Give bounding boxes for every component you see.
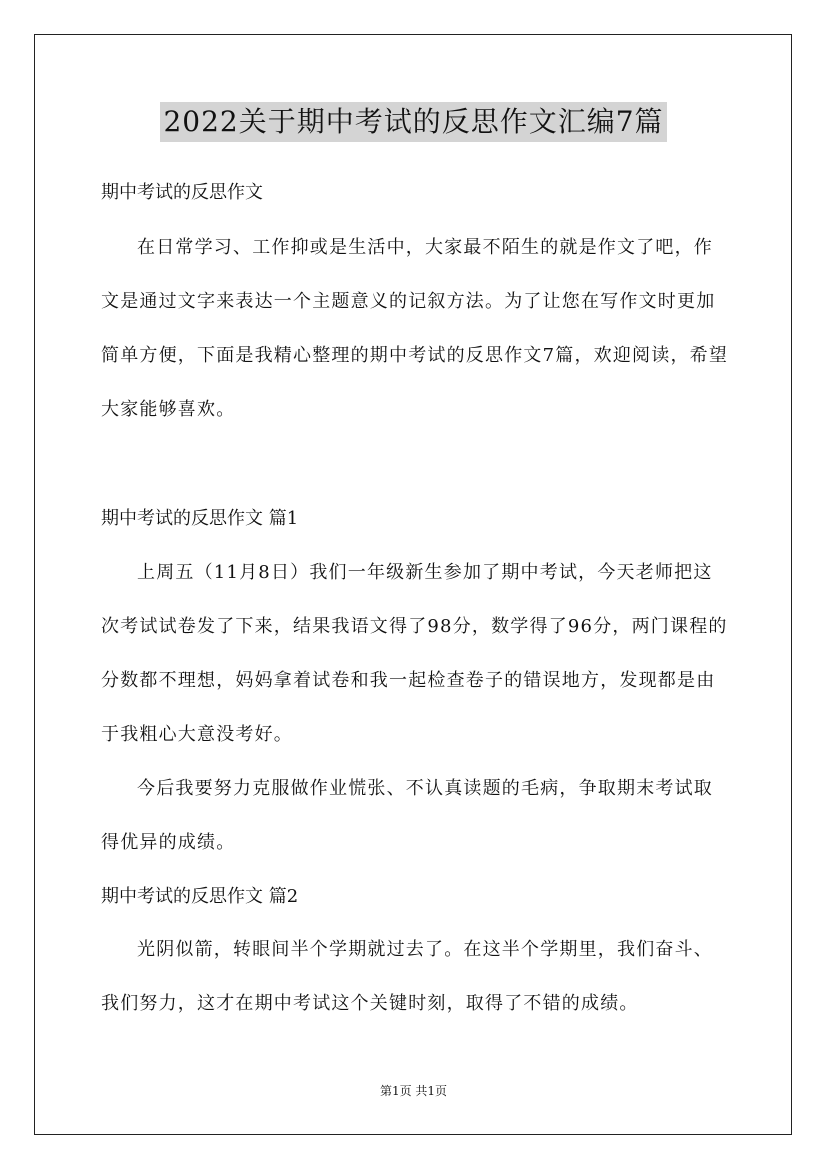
page-number-footer: 第1页 共1页 xyxy=(379,1084,448,1098)
section2-paragraph-1: 光阴似箭，转眼间半个学期就过去了。在这半个学期里，我们奋斗、我们努力，这才在期中考试这个关键时刻，取得了不错的成绩。 xyxy=(101,939,713,1014)
intro-paragraph: 在日常学习、工作抑或是生活中，大家最不陌生的就是作文了吧，作文是通过文字来表达一个主题意义的记叙方法。为了让您在写作文时更加简单方便，下面是我精心整理的期中考试的反思作文7篇，欢迎阅读，希望大家能够喜欢。 xyxy=(101,237,729,420)
document-title: 2022关于期中考试的反思作文汇编7篇 xyxy=(160,102,666,142)
title-container xyxy=(0,102,827,142)
intro-heading: 期中考试的反思作文 xyxy=(101,182,263,203)
section1-paragraph-1: 上周五（11月8日）我们一年级新生参加了期中考试，今天老师把这次考试试卷发了下来，结果我语文得了98分，数学得了96分，两门课程的分数都不理想，妈妈拿着试卷和我一起检查卷子的错误地方，发现都是由于我粗心大意没考好。 xyxy=(101,562,728,745)
section1-heading: 期中考试的反思作文 篇1 xyxy=(101,508,299,529)
section2-heading: 期中考试的反思作文 篇2 xyxy=(101,886,299,907)
section1-paragraph-2: 今后我要努力克服做作业慌张、不认真读题的毛病，争取期末考试取得优异的成绩。 xyxy=(101,778,713,853)
